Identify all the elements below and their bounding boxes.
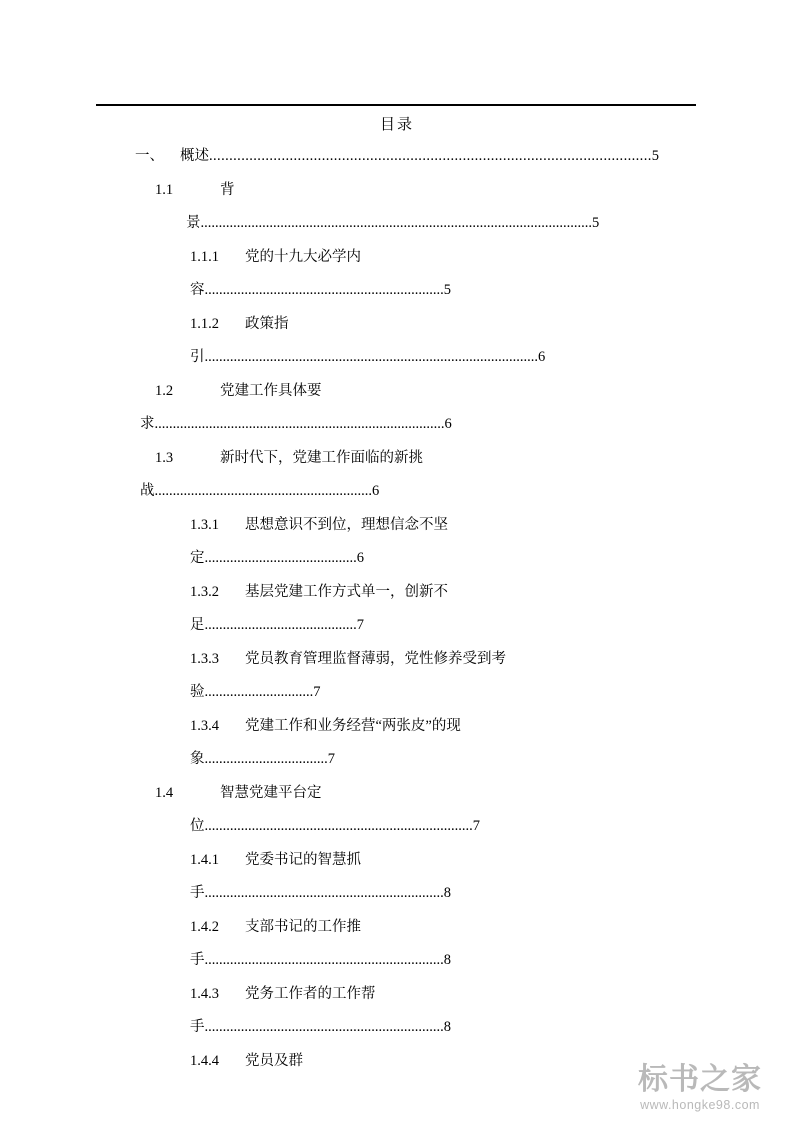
watermark-url: www.hongke98.com xyxy=(640,1098,760,1112)
toc-entry-continuation[interactable] xyxy=(0,944,794,978)
toc-entry[interactable] xyxy=(0,643,794,677)
toc-entry-text: 容 xyxy=(190,282,205,298)
toc-entry-continuation[interactable] xyxy=(0,542,794,576)
toc-page-number: 7 xyxy=(327,751,335,767)
toc-page-number: 6 xyxy=(372,483,380,499)
header-rule xyxy=(96,104,696,106)
toc-entry-continuation[interactable] xyxy=(0,408,794,442)
toc-entry-text: 党员及群 xyxy=(245,1052,303,1069)
toc-page-number: 7 xyxy=(472,818,480,834)
toc-entry-number: 1.4 xyxy=(155,784,174,801)
toc-entry[interactable] xyxy=(0,308,794,342)
toc-entry-text: 支部书记的工作推 xyxy=(245,918,361,935)
toc-dot-leader: .......................................................................... xyxy=(204,818,473,834)
toc-dot-leader: .............................................................................................................. xyxy=(209,148,652,164)
toc-entry-text: 思想意识不到位，理想信念不坚 xyxy=(245,516,448,533)
toc-page-number: 8 xyxy=(443,885,451,901)
toc-page-number: 8 xyxy=(443,952,451,968)
toc-entry-text: 验 xyxy=(190,684,205,700)
toc-entry-number: 1.3.1 xyxy=(190,516,219,533)
toc-entry-text: 手 xyxy=(190,952,205,968)
toc-entry-text: 党委书记的智慧抓 xyxy=(245,851,361,868)
watermark xyxy=(620,1063,780,1113)
toc-entry[interactable] xyxy=(0,375,794,409)
toc-entry-text: 概述 xyxy=(180,148,209,164)
toc-entry-number: 1.3.3 xyxy=(190,650,219,667)
toc-entry-number: 1.4.2 xyxy=(190,918,219,935)
toc-page-number: 5 xyxy=(443,282,451,298)
toc-dot-leader: ............................................................ xyxy=(154,483,372,499)
toc-entry-continuation[interactable] xyxy=(0,609,794,643)
toc-page-number: 6 xyxy=(356,550,364,566)
toc-entry-text: 象 xyxy=(190,751,205,767)
toc-entry-text: 智慧党建平台定 xyxy=(220,784,322,801)
toc-page-number: 7 xyxy=(313,684,321,700)
toc-entry-text: 党建工作具体要 xyxy=(220,382,322,399)
toc-entry-text: 手 xyxy=(190,1019,205,1035)
toc-page-number: 5 xyxy=(651,148,659,164)
toc-entry-text: 足 xyxy=(190,617,205,633)
toc-entry-number: 1.1.1 xyxy=(190,248,219,265)
toc-entry-continuation[interactable] xyxy=(0,1011,794,1045)
toc-entry[interactable] xyxy=(0,777,794,811)
toc-entry-text: 位 xyxy=(190,818,205,834)
toc-entry[interactable] xyxy=(0,710,794,744)
toc-dot-leader: ............................................................................................................ xyxy=(200,215,592,231)
toc-entry-text: 党的十九大必学内 xyxy=(245,248,361,265)
toc-entry-continuation[interactable] xyxy=(0,676,794,710)
toc-entry-text: 政策指 xyxy=(245,315,289,332)
toc-dot-leader: .................................. xyxy=(204,751,328,767)
toc-entry-text: 党员教育管理监督薄弱，党性修养受到考 xyxy=(245,650,506,667)
toc-entry-text: 新时代下，党建工作面临的新挑 xyxy=(220,449,423,466)
toc-entry-text: 战 xyxy=(140,483,155,499)
toc-entry-continuation[interactable] xyxy=(0,207,794,241)
toc-entry[interactable] xyxy=(0,509,794,543)
toc-list xyxy=(0,140,794,1078)
toc-dot-leader: .......................................... xyxy=(204,550,357,566)
toc-dot-leader: .................................................................. xyxy=(204,952,444,968)
toc-entry-continuation[interactable] xyxy=(0,475,794,509)
toc-entry[interactable] xyxy=(0,576,794,610)
toc-entry-number: 1.3 xyxy=(155,449,174,466)
toc-entry-text: 景 xyxy=(186,215,201,231)
toc-entry[interactable] xyxy=(0,241,794,275)
toc-dot-leader: .................................................................. xyxy=(204,282,444,298)
toc-entry-number: 一、 xyxy=(135,148,164,164)
toc-entry-number: 1.3.4 xyxy=(190,717,219,734)
toc-page-number: 6 xyxy=(538,349,546,365)
toc-entry-text: 党建工作和业务经营“两张皮”的现 xyxy=(245,717,461,734)
toc-page-number: 7 xyxy=(356,617,364,633)
toc-page-number: 8 xyxy=(443,1019,451,1035)
toc-entry-number: 1.2 xyxy=(155,382,174,399)
toc-entry-number: 1.1 xyxy=(155,181,174,198)
toc-dot-leader: .............................. xyxy=(204,684,314,700)
toc-entry-text: 基层党建工作方式单一，创新不 xyxy=(245,583,448,600)
toc-entry-number: 1.4.3 xyxy=(190,985,219,1002)
toc-entry[interactable] xyxy=(0,978,794,1012)
toc-entry[interactable] xyxy=(0,911,794,945)
toc-entry-continuation[interactable] xyxy=(0,877,794,911)
toc-dot-leader: .......................................... xyxy=(204,617,357,633)
toc-entry[interactable] xyxy=(0,442,794,476)
toc-entry[interactable] xyxy=(0,140,794,174)
toc-entry-continuation[interactable] xyxy=(0,743,794,777)
toc-entry-number: 1.4.1 xyxy=(190,851,219,868)
toc-entry[interactable] xyxy=(0,844,794,878)
toc-page-number: 5 xyxy=(592,215,600,231)
toc-entry-continuation[interactable] xyxy=(0,274,794,308)
toc-entry-number: 1.3.2 xyxy=(190,583,219,600)
toc-entry-continuation[interactable] xyxy=(0,341,794,375)
toc-dot-leader: ............................................................................................ xyxy=(204,349,538,365)
toc-entry[interactable] xyxy=(0,174,794,208)
toc-dot-leader: .................................................................. xyxy=(204,885,444,901)
toc-dot-leader: .................................................................. xyxy=(204,1019,444,1035)
toc-entry-text: 党务工作者的工作帮 xyxy=(245,985,376,1002)
toc-heading: 目录 xyxy=(379,117,414,133)
toc-entry-number: 1.1.2 xyxy=(190,315,219,332)
toc-entry-text: 手 xyxy=(190,885,205,901)
toc-entry-text: 背 xyxy=(220,181,235,198)
watermark-title: 标书之家 xyxy=(638,1063,762,1096)
toc-page-number: 6 xyxy=(444,416,452,432)
toc-entry-text: 引 xyxy=(190,349,205,365)
toc-entry-text: 求 xyxy=(140,416,155,432)
toc-dot-leader: ................................................................................ xyxy=(154,416,445,432)
toc-entry-number: 1.4.4 xyxy=(190,1052,219,1069)
toc-entry-text: 定 xyxy=(190,550,205,566)
toc-entry-continuation[interactable] xyxy=(0,810,794,844)
